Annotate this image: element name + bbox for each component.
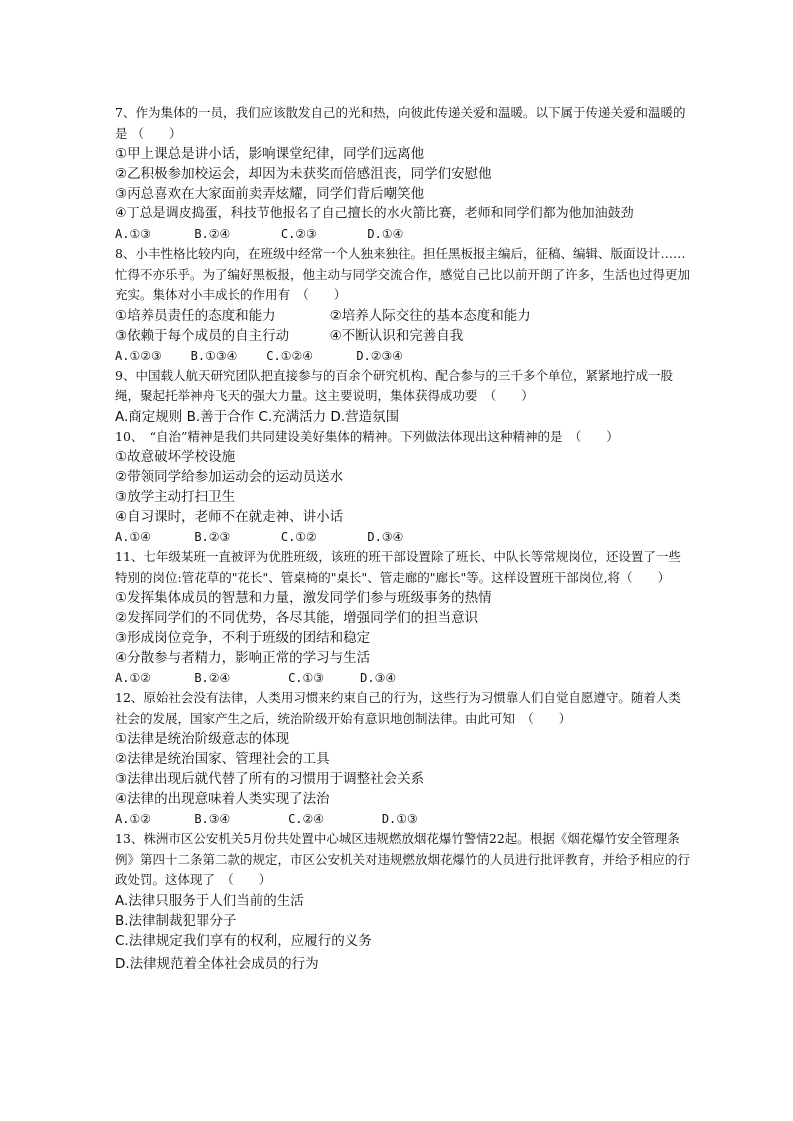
option-line: ③丙总喜欢在大家面前卖弄炫耀，同学们背后嘲笑他 bbox=[115, 186, 425, 202]
option-line: ②发挥同学们的不同优势，各尽其能，增强同学们的担当意识 bbox=[115, 610, 479, 626]
option-line: D.法律规范着全体社会成员的行为 bbox=[115, 955, 319, 972]
answer-choices: A.商定规则 B.善于合作 C.充满活力 D.营造氛围 bbox=[115, 408, 400, 425]
option-line: ④丁总是调皮捣蛋，科技节他报名了自己擅长的水火箭比赛，老师和同学们都为他加油鼓劲 bbox=[115, 206, 634, 221]
question-7 bbox=[115, 103, 690, 244]
option-line: ④自习课时，老师不在就走神、讲小话 bbox=[115, 509, 344, 525]
option-line: ②乙积极参加校运会，却因为未获奖而倍感沮丧，同学们安慰他 bbox=[115, 166, 492, 182]
option-line: ①培养员责任的态度和能力 ②培养人际交往的基本态度和能力 bbox=[115, 307, 531, 324]
question-stem: 8、小丰性格比较内向，在班级中经常一个人独来独往。担任黑板报主编后，征稿、编辑、版面设计……忙得不亦乐乎。为了编好黑板报，他主动与同学交流合作，感觉自己比以前开朗了许多，生活也过得更加充实。集体对小丰成长的作用有 （ ） bbox=[115, 246, 691, 302]
question-stem: 7、作为集体的一员，我们应该散发自己的光和热，向彼此传递关爱和温暖。以下属于传递关爱和温暖的是 （ ） bbox=[115, 105, 686, 141]
option-line: ①法律是统治阶级意志的体现 bbox=[115, 731, 290, 747]
question-stem: 12、原始社会没有法律，人类用习惯来约束自己的行为，这些行为习惯靠人们自觉自愿遵守。随着人类社会的发展，国家产生之后，统治阶级开始有意识地创制法律。由此可知 （ ） bbox=[115, 690, 681, 726]
answer-choices: A.①②③ B.①③④ C.①②④ D.②③④ bbox=[115, 348, 404, 363]
worksheet-page bbox=[115, 103, 690, 974]
option-line: ①甲上课总是讲小话，影响课堂纪律，同学们远离他 bbox=[115, 146, 425, 162]
option-line: B.法律制裁犯罪分子 bbox=[115, 912, 237, 929]
option-line: C.法律规定我们享有的权利，应履行的义务 bbox=[115, 932, 372, 949]
question-12 bbox=[115, 688, 690, 829]
option-line: ④法律的出现意味着人类实现了法治 bbox=[115, 791, 330, 807]
question-9 bbox=[115, 366, 690, 427]
question-8 bbox=[115, 244, 690, 366]
question-10 bbox=[115, 427, 690, 548]
option-line: ③形成岗位竞争，不利于班级的团结和稳定 bbox=[115, 630, 371, 646]
question-13 bbox=[115, 829, 690, 974]
option-line: ③法律出现后就代替了所有的习惯用于调整社会关系 bbox=[115, 771, 425, 787]
option-line: ①故意破坏学校设施 bbox=[115, 449, 236, 465]
question-stem: 10、 “自治”精神是我们共同建设美好集体的精神。下列做法体现出这种精神的是 （ ） bbox=[115, 428, 619, 444]
option-line: ②带领同学给参加运动会的运动员送水 bbox=[115, 469, 344, 485]
question-stem: 13、株洲市区公安机关5月份共处置中心城区违规燃放烟花爆竹警情22起。根据《烟花爆竹安全管理条例》第四十二条第二款的规定，市区公安机关对违规燃放烟花爆竹的人员进行批评教育，并给予相应的行政处罚。这体现了 （ ） bbox=[115, 831, 691, 887]
option-line: ②法律是统治国家、管理社会的工具 bbox=[115, 751, 330, 767]
option-line: ①发挥集体成员的智慧和力量，激发同学们参与班级事务的热情 bbox=[115, 590, 492, 606]
question-stem: 9、中国载人航天研究团队把直接参与的百余个研究机构、配合参与的三千多个单位，紧紧地拧成一股绳，聚起托举神舟飞天的强大力量。这主要说明，集体获得成功要 （ ） bbox=[115, 367, 673, 403]
option-line: ③依赖于每个成员的自主行动 ④不断认识和完善自我 bbox=[115, 327, 464, 344]
question-stem: 11、七年级某班一直被评为优胜班级，该班的班干部设置除了班长、中队长等常规岗位，还设置了一些特别的岗位:管花草的"花长"、管桌椅的"桌长"、管走廊的"廊长"等。这样设置班干部岗位,将（ ） bbox=[115, 549, 681, 585]
answer-choices: A.①③ B.②④ C.②③ D.①④ bbox=[115, 227, 404, 241]
option-line: ④分散参与者精力，影响正常的学习与生活 bbox=[115, 650, 371, 666]
question-11 bbox=[115, 547, 690, 688]
option-line: A.法律只服务于人们当前的生活 bbox=[115, 892, 304, 909]
answer-choices: A.①② B.②④ C.①③ D.③④ bbox=[115, 671, 397, 685]
answer-choices: A.①④ B.②③ C.①② D.③④ bbox=[115, 530, 404, 544]
answer-choices: A.①② B.③④ C.②④ D.①③ bbox=[115, 812, 418, 826]
option-line: ③放学主动打扫卫生 bbox=[115, 489, 236, 505]
